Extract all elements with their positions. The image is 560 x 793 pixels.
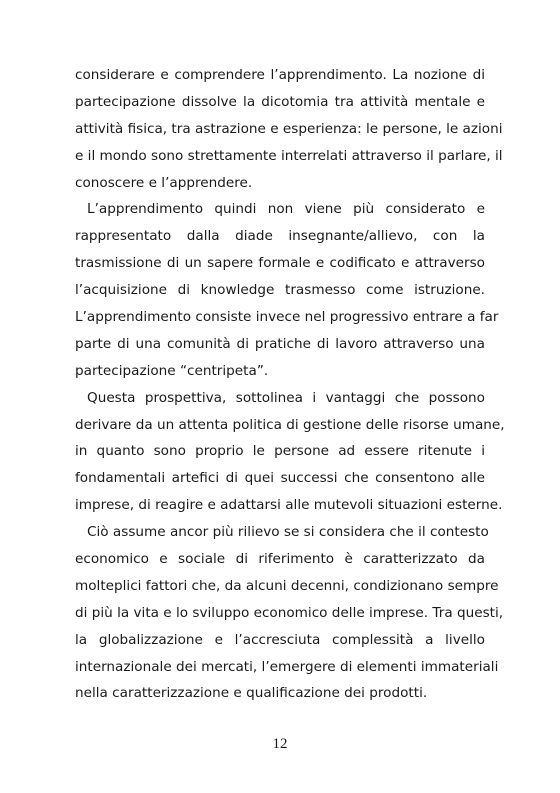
text-line: imprese, di reagire e adattarsi alle mutevoli situazioni esterne. (75, 497, 503, 514)
document-body (75, 62, 505, 707)
text-line: molteplici fattori che, da alcuni decenni, condizionano sempre (75, 577, 499, 594)
text-line: di più la vita e lo sviluppo economico delle imprese. Tra questi, (75, 604, 504, 621)
text-line: derivare da un attenta politica di gestione delle risorse umane, (75, 416, 505, 433)
text-line: L’apprendimento quindi non viene più considerato e (87, 201, 485, 218)
text-line: Ciò assume ancor più rilievo se si considera che il contesto (87, 524, 489, 541)
paragraph (75, 196, 499, 384)
paragraph (75, 62, 503, 196)
text-line: fondamentali artefici di quei successi che consentono alle (75, 470, 485, 487)
text-line: Questa prospettiva, sottolinea i vantaggi che possono (87, 389, 485, 406)
text-line: partecipazione dissolve la dicotomia tra attività mentale e (75, 93, 485, 110)
text-line: in quanto sono proprio le persone ad essere ritenute i (75, 443, 485, 460)
paragraph (75, 385, 505, 519)
page-number: 12 (272, 736, 288, 752)
text-line: L’apprendimento consiste invece nel progressivo entrare a far (75, 309, 499, 326)
paragraph (75, 519, 504, 707)
text-line: nella caratterizzazione e qualificazione dei prodotti. (75, 685, 428, 702)
text-line: l’acquisizione di knowledge trasmesso come istruzione. (75, 282, 485, 299)
text-line: la globalizzazione e l’accresciuta complessità a livello (75, 631, 485, 648)
text-line: e il mondo sono strettamente interrelati attraverso il parlare, il (75, 147, 503, 164)
text-line: partecipazione “centripeta”. (75, 362, 269, 379)
text-line: parte di una comunità di pratiche di lavoro attraverso una (75, 335, 485, 352)
text-line: trasmissione di un sapere formale e codificato e attraverso (75, 255, 485, 272)
text-line: considerare e comprendere l’apprendimento. La nozione di (75, 67, 485, 83)
text-line: rappresentato dalla diade insegnante/allievo, con la (75, 228, 485, 245)
text-line: economico e sociale di riferimento è caratterizzato da (75, 551, 485, 568)
text-line: conoscere e l’apprendere. (75, 174, 253, 191)
text-line: internazionale dei mercati, l’emergere di elementi immateriali (75, 658, 499, 675)
text-line: attività fisica, tra astrazione e esperienza: le persone, le azioni (75, 120, 503, 137)
